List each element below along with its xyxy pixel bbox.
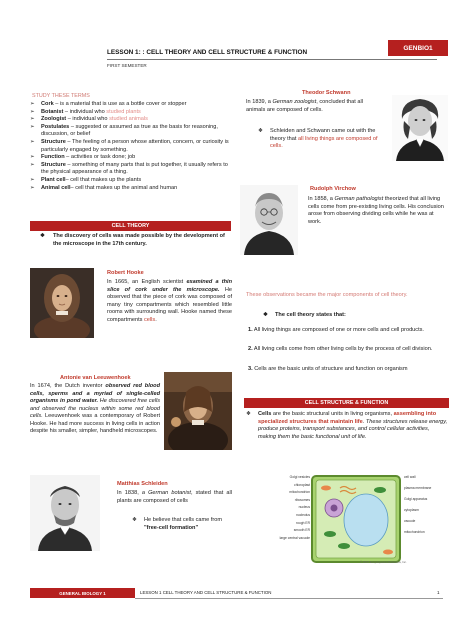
diagram-label: ribosomes — [294, 497, 310, 502]
diagram-label: cell wall — [404, 475, 416, 479]
diagram-label: nucleolus — [296, 512, 310, 517]
portrait-image-icon — [30, 268, 94, 338]
diagram-label: nucleus — [298, 505, 310, 510]
term-highlight: studied plants — [106, 108, 141, 115]
study-terms-list — [30, 101, 230, 192]
hooke-text: . — [155, 316, 157, 323]
matthias-schleiden-portrait — [30, 475, 100, 551]
structure-text: . — [362, 418, 366, 425]
arrow-bullet-icon: ➢ — [30, 123, 35, 130]
virchow-paragraph — [308, 196, 448, 226]
point-number: 1. — [248, 327, 253, 333]
term-item — [30, 124, 230, 139]
leeuwenhoek-emphasis: observed red blood cells, sperms and a myriad of single-celled organisms in pond water. — [30, 383, 161, 404]
cell-structure-bar: CELL STRUCTURE & FUNCTION — [244, 398, 449, 408]
term-item — [30, 139, 230, 154]
lesson-title: LESSON 1: : CELL THEORY AND CELL STRUCTURE & FUNCTION — [107, 49, 308, 56]
term-word: Plant cell — [41, 176, 66, 183]
hooke-paragraph — [107, 279, 232, 324]
term-definition: – suggested or assumed as true as the basis for reasoning, discussion, or belief — [41, 123, 218, 138]
leeuwenhoek-portrait — [164, 372, 232, 450]
arrow-bullet-icon: ➢ — [30, 101, 35, 107]
schleiden-schwann-theory — [258, 128, 386, 151]
hooke-text: He observed that the piece of cork was composed of many tiny compartments which resembled little rooms with surrounding wall. Hooke named these compartments — [107, 286, 232, 323]
footer-course: GENERAL BIOLOGY 1 — [30, 588, 135, 598]
arrow-bullet-icon: ➢ — [30, 161, 35, 168]
cell-structure-paragraph — [246, 411, 448, 441]
robert-hooke-portrait — [30, 268, 94, 338]
term-definition: – cell that makes up the plants — [65, 176, 142, 183]
cell-theory-intro — [40, 233, 230, 248]
arrow-bullet-icon: ➢ — [30, 108, 35, 115]
arrow-bullet-icon: ➢ — [30, 184, 35, 191]
diamond-bullet-icon: ❖ — [40, 233, 46, 239]
leeuwenhoek-text: Leeuwenhoek was a contemporary of Robert Hooke. He had more success in living cells in action despite his smaller, simpler, handheld microscopes. — [30, 413, 160, 434]
portrait-image-icon — [164, 372, 232, 450]
virchow-text: theorized that all living cells come from pre-existing living cells. His conclusion arose from observing dividing cells while he was at work. — [308, 196, 444, 225]
diagram-credit: © 2007 Encyclopædia Britannica, Inc. — [360, 560, 407, 564]
plant-cell-diagram — [268, 468, 452, 568]
term-word: Cork — [41, 101, 54, 107]
term-word: Zoologist — [41, 116, 67, 123]
schwann-italic: German zoologist — [272, 99, 317, 105]
diagram-label: plasma membrane — [404, 486, 432, 490]
footer-divider — [135, 598, 443, 599]
portrait-image-icon — [392, 95, 448, 161]
leeuwenhoek-paragraph — [30, 383, 160, 436]
schwann-paragraph — [246, 99, 374, 114]
hooke-name: Robert Hooke — [107, 270, 144, 276]
diagram-label: chloroplast — [294, 482, 310, 487]
term-definition: – individual who — [66, 116, 110, 123]
diagram-right-labels — [404, 472, 452, 538]
arrow-bullet-icon: ➢ — [30, 176, 35, 183]
diamond-bullet-icon: ❖ — [258, 128, 264, 134]
leeuwenhoek-italic: He discovered free cells and observed the nucleus within some red blood cells. — [30, 398, 161, 419]
term-word: Function — [41, 154, 65, 161]
theory-point — [248, 346, 448, 354]
diagram-label: smooth ER — [293, 528, 310, 533]
cell-theory-intro-text: The discovery of cells was made possible by the development of the microscope in the 17th century. — [53, 233, 225, 247]
term-highlight: studied animals — [109, 116, 148, 123]
course-badge: GENBIO1 — [388, 40, 448, 56]
theodor-schwann-portrait — [392, 95, 448, 161]
point-text: All living cells come from other living cells by the process of cell division. — [252, 346, 433, 352]
term-definition: – activities or task done; job — [64, 154, 136, 161]
arrow-bullet-icon: ➢ — [30, 154, 35, 161]
virchow-name: Rudolph Virchow — [310, 186, 356, 192]
cell-theory-lead — [263, 312, 443, 320]
virchow-italic: German pathologist — [334, 196, 384, 202]
term-definition: – individual who — [63, 108, 107, 115]
portrait-image-icon — [240, 185, 298, 255]
term-word: Animal cell — [41, 184, 71, 191]
portrait-image-icon — [30, 475, 100, 551]
structure-highlight: assembling into specialized structures that maintain life — [258, 411, 437, 425]
diagram-label: Golgi apparatus — [404, 497, 428, 501]
observations-note: These observations became the major components of cell theory. — [246, 292, 408, 298]
term-item — [30, 101, 230, 109]
term-item — [30, 154, 230, 162]
schwann-text: In 1839, a — [246, 99, 273, 105]
semester-label: FIRST SEMESTER — [107, 63, 147, 68]
term-word: Structure — [41, 161, 66, 168]
term-definition: – something of many parts that is put together, it usually refers to the physical appearance of a thing. — [41, 161, 228, 176]
term-word: Postulates — [41, 123, 70, 130]
rudolph-virchow-portrait — [240, 185, 298, 255]
schleiden-text: In 1838, — [117, 490, 142, 496]
point-text: Cells are the basic units of structure and function on organism — [252, 366, 408, 372]
footer-lesson: LESSON 1 CELL THEORY AND CELL STRUCTURE & FUNCTION — [140, 590, 272, 595]
free-cell-formation: "free-cell formation" — [144, 524, 199, 531]
diamond-bullet-icon: ❖ — [263, 312, 269, 318]
diagram-label: cytoplasm — [404, 508, 419, 512]
diamond-bullet-icon: ❖ — [132, 517, 138, 523]
cell-theory-lead-text: The cell theory states that: — [275, 312, 346, 318]
leeuwenhoek-text: In 1674, the Dutch inventor — [30, 383, 106, 389]
structure-italic: These structures release energy, produce proteins, transport substances, and control cellular activities, making them the basic functional unit of life. — [258, 418, 448, 440]
schleiden-text: , stated that all plants are composed of cells — [117, 490, 232, 504]
schleiden-paragraph — [117, 490, 232, 505]
arrow-bullet-icon: ➢ — [30, 116, 35, 123]
joint-theory-text: Schleiden and Schwann came out with the theory that — [270, 128, 376, 142]
theory-point — [248, 327, 448, 335]
term-item — [30, 116, 230, 124]
schleiden-belief-text: He believe that cells came from — [144, 517, 223, 523]
diagram-label: mitochondrion — [404, 530, 425, 534]
schleiden-belief — [132, 517, 232, 532]
cell-theory-bar: CELL THEORY — [30, 221, 231, 231]
diagram-label: Golgi vesicles — [289, 475, 310, 479]
study-terms-heading: STUDY THESE TERMS — [32, 93, 90, 99]
diagram-label: large central vacuole — [279, 535, 310, 540]
term-word: Botanist — [41, 108, 64, 115]
hooke-emphasis: examined a thin slice of cork under the microscope. — [107, 279, 232, 293]
point-number: 2. — [248, 346, 253, 352]
virchow-text: In 1858, a — [308, 196, 335, 202]
schwann-text: , concluded that all animals are composed of cells. — [246, 99, 363, 113]
term-definition: – is a material that is use as a bottle cover or stopper — [53, 101, 187, 107]
structure-text: are the basic structural units in living organisms, — [271, 411, 394, 417]
term-item — [30, 185, 230, 193]
page-number: 1 — [437, 590, 440, 595]
term-definition: – cell that makes up the animal and human — [70, 184, 178, 191]
leeuwenhoek-name: Antonie van Leeuwenhoek — [60, 375, 131, 381]
hooke-cells-highlight: cells — [144, 316, 156, 323]
term-definition: – The feeling of a person whose attention, concern, or curiosity is particularly engaged by something. — [41, 138, 229, 153]
schleiden-name: Matthias Schleiden — [117, 481, 168, 487]
structure-term: Cells — [258, 411, 272, 417]
term-item — [30, 162, 230, 177]
joint-theory-highlight: all living things are composed of cells. — [270, 135, 378, 150]
diagram-label: vacuole — [404, 519, 416, 523]
term-item — [30, 109, 230, 117]
term-word: Structure — [41, 138, 66, 145]
theory-point — [248, 366, 448, 374]
diagram-label: rough ER — [296, 520, 310, 525]
arrow-bullet-icon: ➢ — [30, 138, 35, 145]
diagram-label: mitochondrion — [289, 490, 310, 495]
point-text: All living things are composed of one or more cells and cell products. — [252, 327, 424, 333]
term-item — [30, 177, 230, 185]
hooke-text: In 1665, an English scientist — [107, 279, 187, 285]
point-number: 3. — [248, 366, 253, 372]
diamond-bullet-icon: ❖ — [246, 411, 252, 417]
title-divider — [107, 59, 437, 60]
schleiden-italic: a German botanist — [141, 490, 191, 496]
diagram-left-labels — [268, 474, 310, 542]
schwann-name: Theodor Schwann — [302, 90, 351, 96]
